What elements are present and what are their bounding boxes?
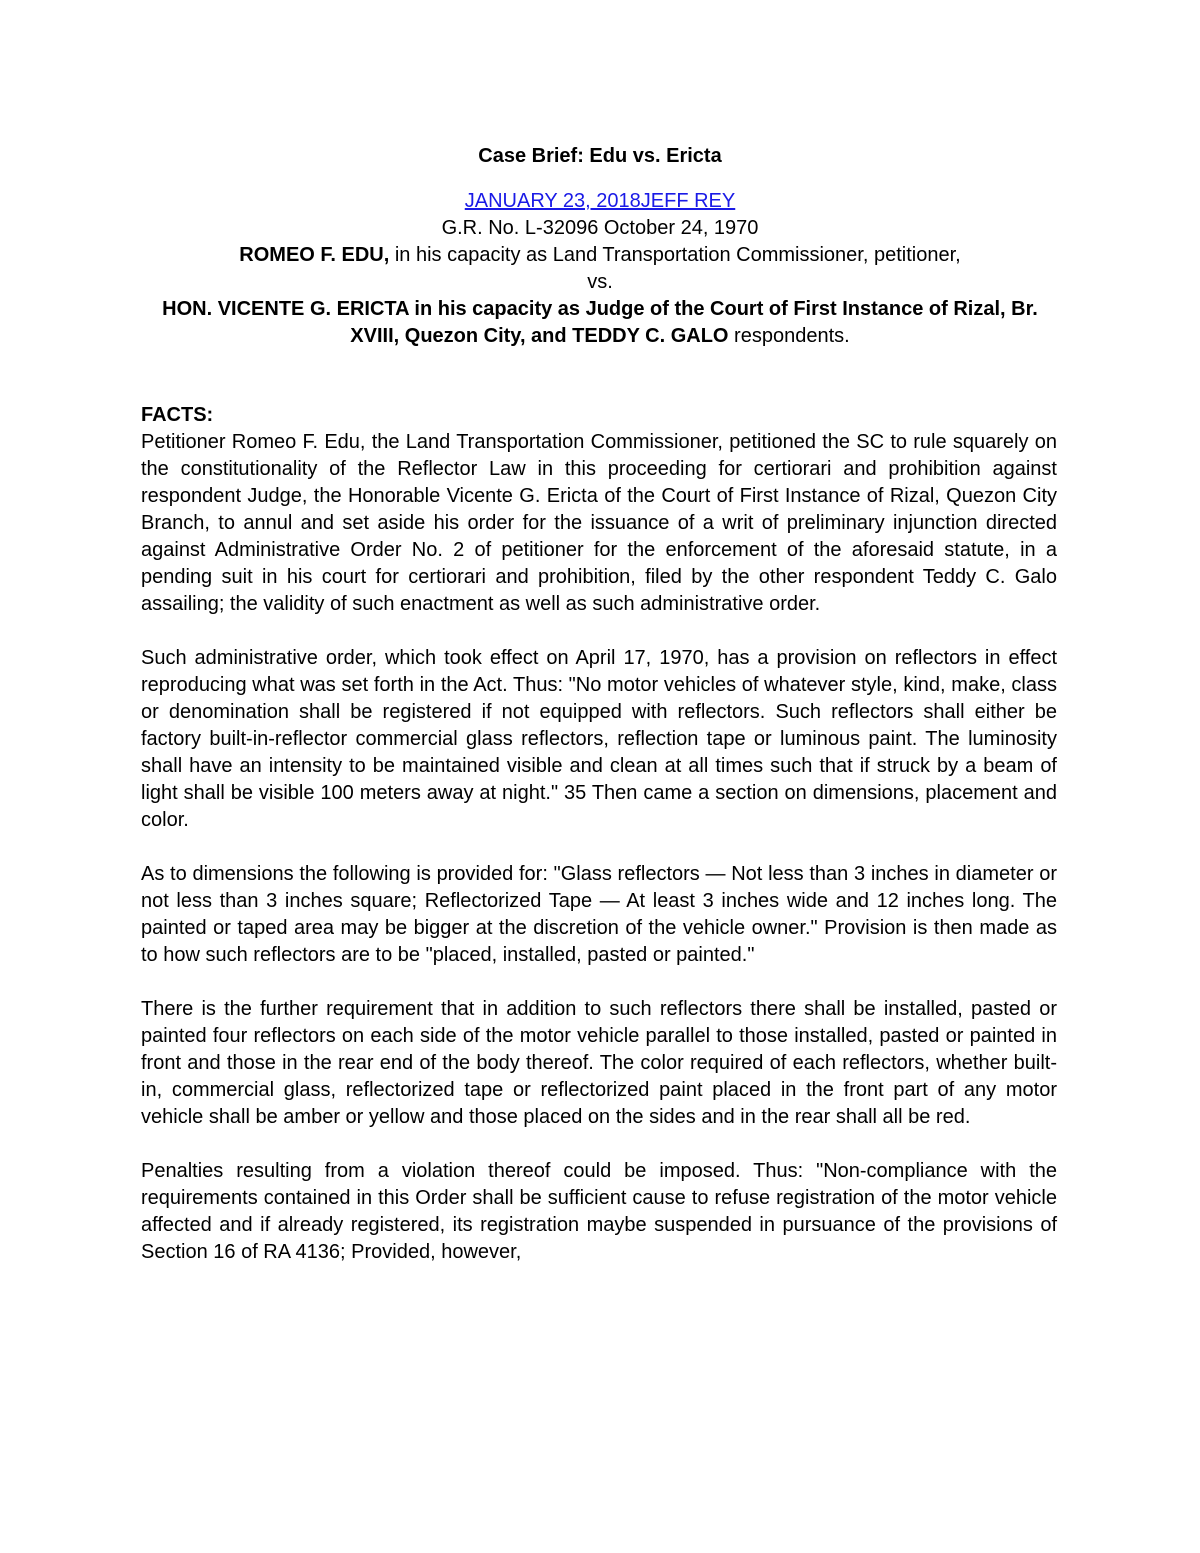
- versus-text: vs.: [587, 271, 613, 293]
- petitioner-description: in his capacity as Land Transportation Commissioner, petitioner,: [389, 244, 961, 266]
- facts-paragraph: Such administrative order, which took effect on April 17, 1970, has a provision on reflectors in effect reproducing what was set forth in the Act. Thus: "No motor vehicles of whatever style, kind, make, class or denomination shall be registered if not equipped with reflectors. Such reflectors shall either be factory built-in-reflector commercial glass reflectors, reflection tape or luminous paint. The luminosity shall have an intensity to be maintained visible and clean at all times such that if struck by a beam of light shall be visible 100 meters away at night." 35 Then came a section on dimensions, placement and color.: [141, 647, 1057, 831]
- facts-paragraph: Petitioner Romeo F. Edu, the Land Transportation Commissioner, petitioned the SC to rule squarely on the constitutionality of the Reflector Law in this proceeding for certiorari and prohibition against respondent Judge, the Honorable Vicente G. Ericta of the Court of First Instance of Rizal, Quezon City Branch, to annul and set aside his order for the issuance of a writ of preliminary injunction directed against Administrative Order No. 2 of petitioner for the enforcement of the aforesaid statute, in a pending suit in his court for certiorari and prohibition, filed by the other respondent Teddy C. Galo assailing; the validity of such enactment as well as such administrative order.: [141, 431, 1057, 615]
- facts-paragraph: There is the further requirement that in addition to such reflectors there shall be installed, pasted or painted four reflectors on each side of the motor vehicle parallel to those installed, pasted or painted in front and those in the rear end of the body thereof. The color required of each reflectors, whether built-in, commercial glass, reflectorized tape or reflectorized paint placed in the front part of any motor vehicle shall be amber or yellow and those placed on the sides and in the rear shall all be red.: [141, 998, 1057, 1128]
- case-number: G.R. No. L-32096 October 24, 1970: [441, 217, 759, 239]
- facts-paragraph: As to dimensions the following is provided for: "Glass reflectors — Not less than 3 inches in diameter or not less than 3 inches square; Reflectorized Tape — At least 3 inches wide and 12 inches long. The painted or taped area may be bigger at the discretion of the vehicle owner." Provision is then made as to how such reflectors are to be "placed, installed, pasted or painted.": [141, 863, 1057, 966]
- respondent-name: HON. VICENTE G. ERICTA in his capacity as Judge of the Court of First Instance of Rizal, Br. XVIII, Quezon City, and TEDDY C. GALO: [162, 298, 1038, 347]
- petitioner-line: [140, 242, 1060, 269]
- case-header: [140, 142, 1060, 350]
- respondent-line: [140, 296, 1060, 350]
- date-author-link[interactable]: JANUARY 23, 2018JEFF REY: [464, 190, 736, 212]
- petitioner-name: ROMEO F. EDU,: [239, 244, 390, 266]
- document-title: Case Brief: Edu vs. Ericta: [478, 145, 722, 167]
- respondent-suffix: respondents.: [728, 325, 850, 347]
- facts-paragraph: Penalties resulting from a violation thereof could be imposed. Thus: "Non-compliance with the requirements contained in this Order shall be sufficient cause to refuse registration of the motor vehicle affected and if already registered, its registration maybe suspended in pursuance of the provisions of Section 16 of RA 4136; Provided, however,: [141, 1160, 1057, 1263]
- facts-heading: FACTS:: [141, 404, 214, 426]
- facts-section: [141, 402, 1057, 1266]
